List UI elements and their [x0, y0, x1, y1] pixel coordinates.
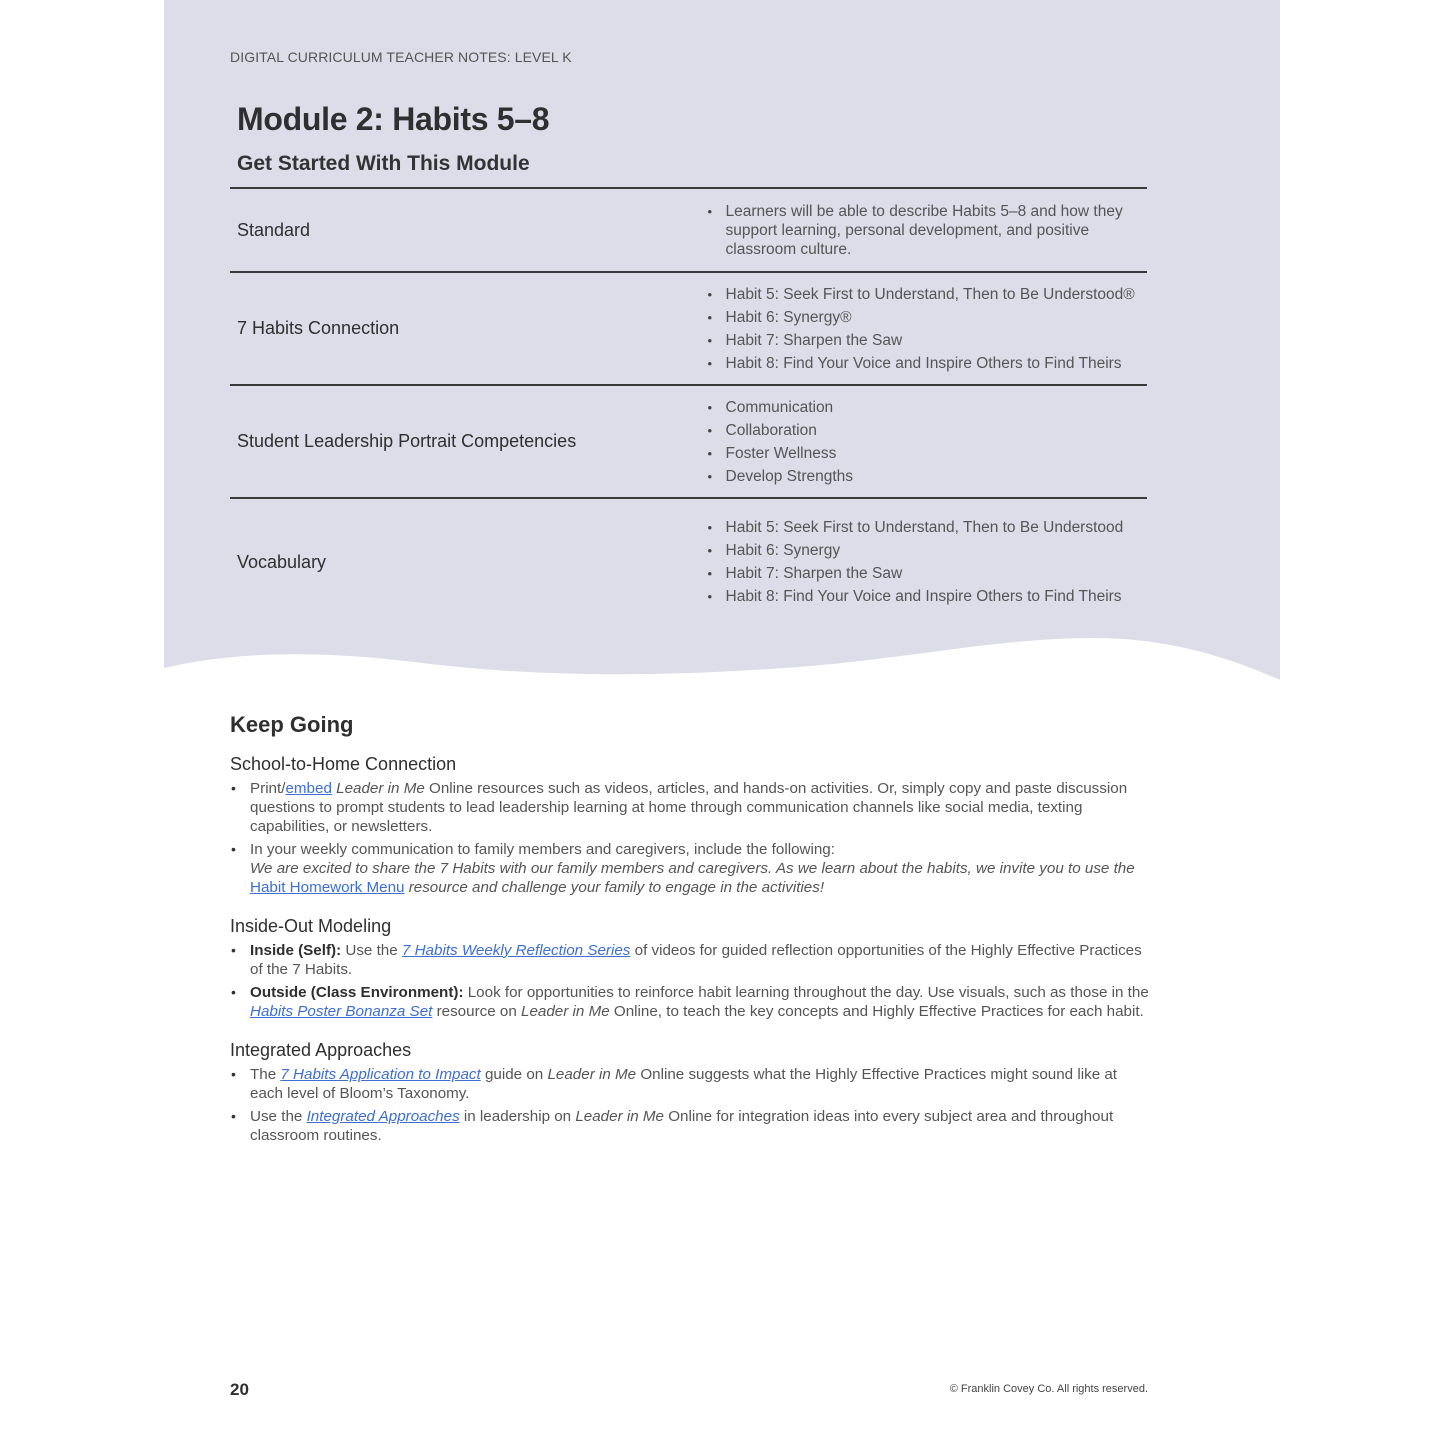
section-heading: School-to-Home Connection — [230, 754, 457, 774]
weekly-reflection-link[interactable]: 7 Habits Weekly Reflection Series — [401, 942, 631, 959]
table-row-vocabulary — [230, 497, 1147, 635]
row-list — [688, 398, 1148, 486]
list-item: • Habit 7: Sharpen the Saw — [708, 564, 1148, 583]
list-item: • Habit 7: Sharpen the Saw — [708, 331, 1148, 350]
row-list — [688, 518, 1148, 606]
habit-homework-menu-link[interactable]: Habit Homework Menu — [250, 879, 405, 896]
list-item: • Habit 5: Seek First to Understand, Then to Be Understood — [708, 518, 1148, 537]
list-item: • Habit 6: Synergy — [708, 541, 1148, 560]
section-list — [230, 941, 1150, 1021]
row-label: Student Leadership Portrait Competencies — [237, 431, 577, 451]
poster-bonanza-link[interactable]: Habits Poster Bonanza Set — [250, 1003, 433, 1020]
list-item: • Outside (Class Environment): Look for opportunities to reinforce habit learning throughout the day. Use visuals, such as those in the Habits Poster Bonanza Set resource on Leader in Me Online, to teach the key concepts and Highly Effective Practices for each habit. — [230, 983, 1150, 1021]
list-item: • Inside (Self): Use the 7 Habits Weekly Reflection Series of videos for guided reflection opportunities of the Highly Effective Practices of the 7 Habits. — [230, 941, 1150, 979]
integrated-approaches-link[interactable]: Integrated Approaches — [306, 1108, 460, 1125]
keep-going-heading: Keep Going — [230, 712, 354, 737]
section-heading: Integrated Approaches — [230, 1040, 412, 1060]
application-to-impact-link[interactable]: 7 Habits Application to Impact — [280, 1066, 481, 1083]
table-row-habits — [230, 271, 1147, 384]
list-item: • Communication — [708, 398, 1148, 417]
list-item: • Learners will be able to describe Habits 5–8 and how they support learning, personal development, and positive classroom culture. — [708, 202, 1148, 259]
list-item: • Habit 6: Synergy® — [708, 308, 1148, 327]
running-header: DIGITAL CURRICULUM TEACHER NOTES: LEVEL K — [230, 49, 572, 65]
page-subtitle: Get Started With This Module — [237, 152, 530, 175]
list-item: • Foster Wellness — [708, 444, 1148, 463]
row-label: 7 Habits Connection — [237, 318, 400, 338]
row-label: Vocabulary — [237, 551, 327, 572]
row-list — [688, 285, 1148, 373]
section-list — [230, 779, 1150, 897]
list-item: • Habit 8: Find Your Voice and Inspire Others to Find Theirs — [708, 354, 1148, 373]
list-item: • Collaboration — [708, 421, 1148, 440]
section-list — [230, 1065, 1150, 1145]
section-heading: Inside-Out Modeling — [230, 916, 392, 936]
row-list — [688, 202, 1148, 259]
school-to-home-section — [230, 754, 1150, 901]
page-number: 20 — [230, 1380, 249, 1399]
list-item: • Use the Integrated Approaches in leadership on Leader in Me Online for integration ideas into every subject area and throughout classroom routines. — [230, 1107, 1150, 1145]
list-item: • Print/embed Leader in Me Online resources such as videos, articles, and hands-on activities. Or, simply copy and paste discussion questions to prompt students to lead leadership learning at home through communication channels like social media, texting capabilities, or newsletters. — [230, 779, 1150, 836]
list-item: • The 7 Habits Application to Impact guide on Leader in Me Online suggests what the Highly Effective Practices might sound like at each level of Bloom’s Taxonomy. — [230, 1065, 1150, 1103]
list-item: • Develop Strengths — [708, 467, 1148, 486]
module-table — [230, 187, 1147, 635]
table-row-standard — [230, 187, 1147, 271]
integrated-section — [230, 1040, 1150, 1149]
list-item: • Habit 8: Find Your Voice and Inspire Others to Find Theirs — [708, 587, 1148, 606]
page-title: Module 2: Habits 5–8 — [237, 101, 550, 137]
table-row-competencies — [230, 384, 1147, 497]
inside-out-section — [230, 916, 1150, 1025]
row-label: Standard — [237, 219, 311, 240]
embed-link[interactable]: embed — [285, 780, 332, 797]
copyright: © Franklin Covey Co. All rights reserved. — [949, 1383, 1148, 1395]
list-item: • Habit 5: Seek First to Understand, Then to Be Understood® — [708, 285, 1148, 304]
list-item: • In your weekly communication to family members and caregivers, include the following: We are excited to share the 7 Habits with our family members and caregivers. As we learn about the habits, we invite you to use the Habit Homework Menu resource and challenge your family to engage in the activities! — [230, 840, 1150, 897]
